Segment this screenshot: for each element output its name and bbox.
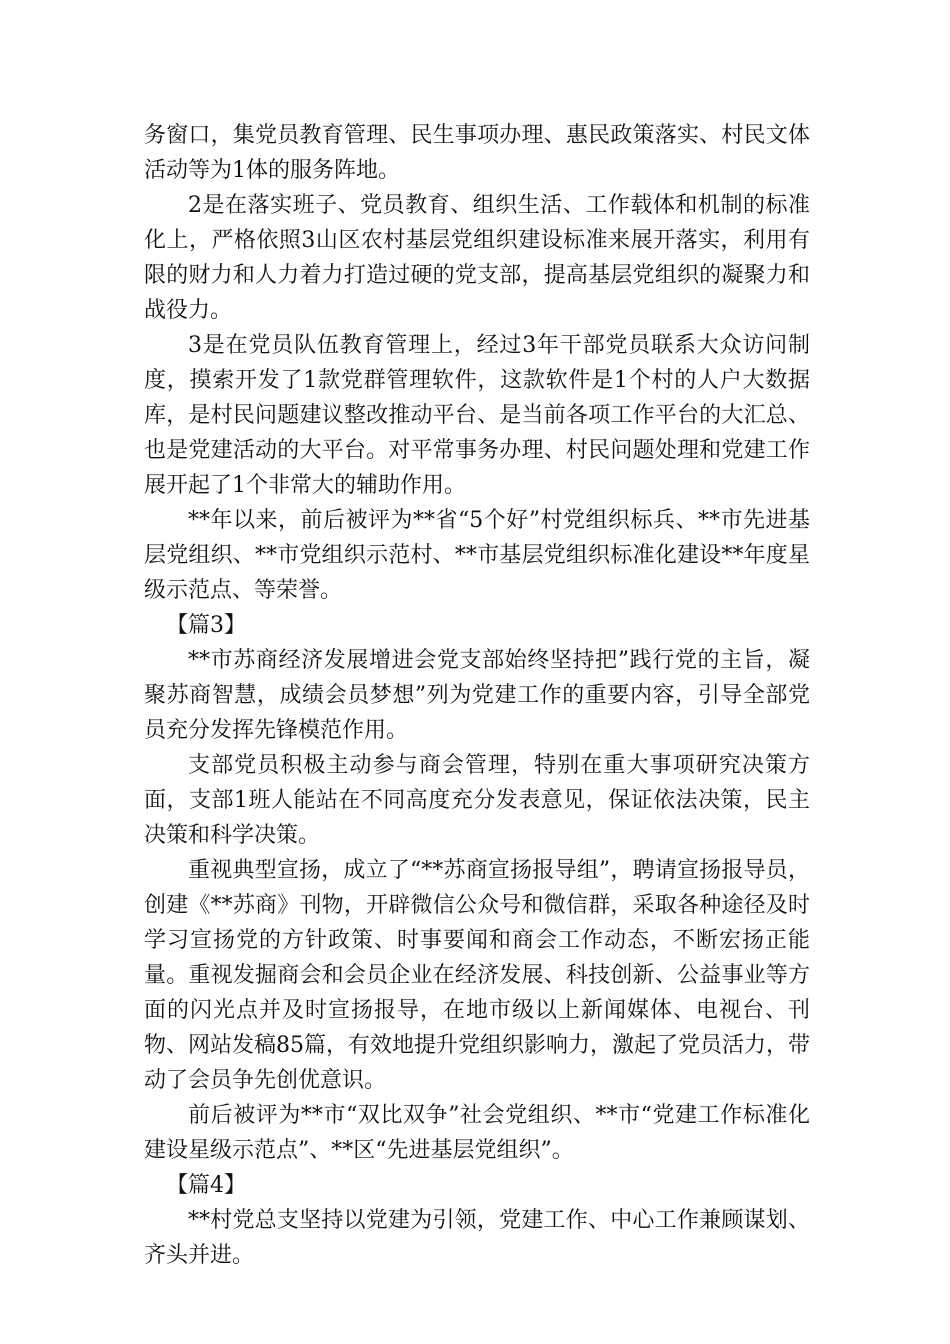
paragraph-section3-intro: **市苏商经济发展增进会党支部始终坚持把”践行党的主旨，凝聚苏商智慧，成绩会员梦想”列为党建工作的重要内容，引导全部党员充分发挥先锋模范作用。 xyxy=(144,648,810,743)
document-body xyxy=(144,118,810,1273)
paragraph-point-2: 2是在落实班子、党员教育、组织生活、工作载体和机制的标准化上，严格依照3山区农村基层党组织建设标准来展开落实，利用有限的财力和人力着力打造过硬的党支部，提高基层党组织的凝聚力和战役力。 xyxy=(144,193,810,323)
section-heading-4: 【篇4】 xyxy=(166,1173,246,1198)
section-heading-3: 【篇3】 xyxy=(166,613,246,638)
paragraph-point-3: 3是在党员队伍教育管理上，经过3年干部党员联系大众访问制度，摸索开发了1款党群管理软件，这款软件是1个村的人户大数据库，是村民问题建议整改推动平台、是当前各项工作平台的大汇总、也是党建活动的大平台。对平常事务办理、村民问题处理和党建工作展开起了1个非常大的辅助作用。 xyxy=(144,333,810,498)
paragraph-continuation: 务窗口，集党员教育管理、民生事项办理、惠民政策落实、村民文体活动等为1体的服务阵地。 xyxy=(144,123,810,183)
paragraph-section3-publicity: 重视典型宣扬，成立了“**苏商宣扬报导组”，聘请宣扬报导员，创建《**苏商》刊物，开辟微信公众号和微信群，采取各种途径及时学习宣扬党的方针政策、时事要闻和商会工作动态，不断宏扬正能量。重视发掘商会和会员企业在经济发展、科技创新、公益事业等方面的闪光点并及时宣扬报导，在地市级以上新闻媒体、电视台、刊物、网站发稿85篇，有效地提升党组织影响力，激起了党员活力，带动了会员争先创优意识。 xyxy=(144,858,810,1093)
paragraph-honors: **年以来，前后被评为**省“5个好”村党组织标兵、**市先进基层党组织、**市党组织示范村、**市基层党组织标准化建设**年度星级示范点、等荣誉。 xyxy=(144,508,810,603)
paragraph-section3-honors: 前后被评为**市“双比双争”社会党组织、**市“党建工作标准化建设星级示范点”、**区“先进基层党组织”。 xyxy=(144,1103,810,1163)
paragraph-section3-decision: 支部党员积极主动参与商会管理，特别在重大事项研究决策方面，支部1班人能站在不同高度充分发表意见，保证依法决策，民主决策和科学决策。 xyxy=(144,753,810,848)
paragraph-section4-intro: **村党总支坚持以党建为引领，党建工作、中心工作兼顾谋划、齐头并进。 xyxy=(144,1208,810,1268)
